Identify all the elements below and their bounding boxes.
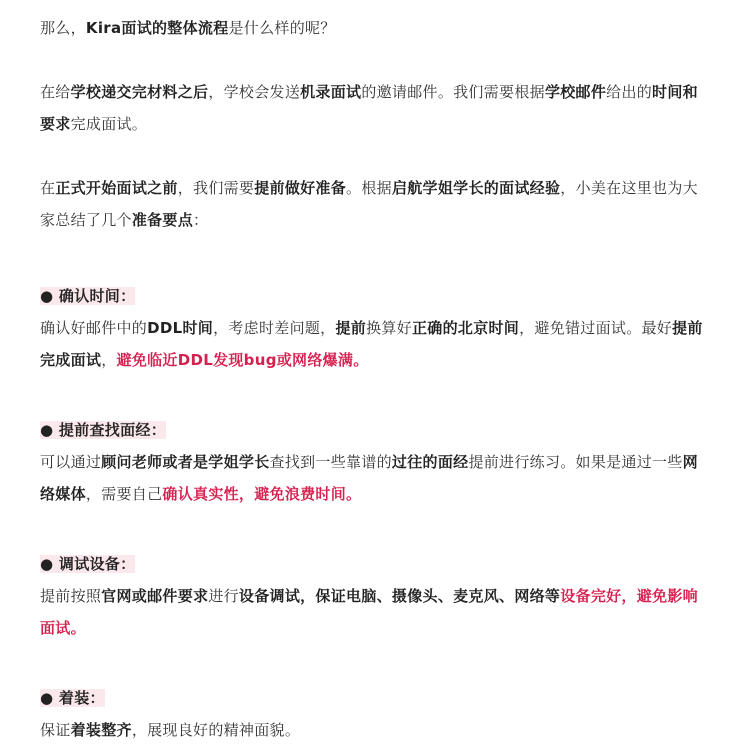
section-heading-find-experience (40, 414, 710, 446)
section-heading-text: ● 着装： (40, 689, 105, 707)
intro-text-end: 是什么样的呢？ (228, 19, 336, 37)
section-heading-text: ● 调试设备： (40, 555, 136, 573)
s2-text-3: 提前进行练习。如果是通过一些 (468, 453, 683, 471)
intro-bold: Kira面试的整体流程 (85, 19, 229, 37)
s4-text-1: 保证 (40, 721, 71, 739)
section-heading-text: ● 确认时间： (40, 287, 136, 305)
para1-bold-2: 机录面试 (300, 83, 362, 101)
s2-bold-1: 顾问老师或者是学姐学长 (101, 453, 270, 471)
s1-bold-4: 提前完成面试 (40, 319, 703, 369)
article-body (40, 0, 710, 746)
para2-text-4: ，小美在这里也为大家总结了几个 (40, 179, 698, 229)
section-body-find-experience (40, 446, 710, 510)
paragraph-after-submission (40, 76, 710, 140)
s2-text-1: 可以通过 (40, 453, 102, 471)
s1-text-4: ，避免错过面试。最好 (519, 319, 673, 337)
para1-text-1: 在给 (40, 83, 71, 101)
para2-text-1: 在 (40, 179, 56, 197)
para1-bold-4: 时间和要求 (40, 83, 698, 133)
para2-bold-3: 启航学姐学长的面试经验 (391, 179, 561, 197)
intro-paragraph (40, 12, 710, 44)
para1-bold-3: 学校邮件 (544, 83, 607, 101)
s1-bold-3: 正确的北京时间 (412, 319, 520, 337)
para1-text-5: 完成面试。 (70, 115, 148, 133)
s2-text-2: 查找到一些靠谱的 (269, 453, 392, 471)
s4-text-2: ，展现良好的精神面貌。 (131, 721, 301, 739)
s1-text-2: ，考虑时差问题， (213, 319, 336, 337)
s3-text-2: 进行 (208, 587, 239, 605)
para1-text-4: 给出的 (606, 83, 653, 101)
section-body-attire (40, 714, 710, 746)
section-heading-confirm-time (40, 280, 710, 312)
s1-bold-2: 提前 (335, 319, 367, 337)
para1-text-2: ，学校会发送 (208, 83, 301, 101)
para2-text-3: 。根据 (346, 179, 392, 197)
s3-text-1: 提前按照 (40, 587, 102, 605)
s2-bold-2: 过往的面经 (391, 453, 469, 471)
para1-bold-1: 学校递交完材料之后 (70, 83, 209, 101)
s2-bold-3: 网络媒体 (40, 453, 698, 503)
para2-text-2: ，我们需要 (177, 179, 255, 197)
section-body-confirm-time (40, 312, 710, 376)
intro-text: 那么， (40, 19, 86, 37)
s2-red-emphasis: 确认真实性，避免浪费时间。 (162, 485, 362, 503)
s1-text-3: 换算好 (366, 319, 412, 337)
s3-bold-1: 官网或邮件要求 (101, 587, 209, 605)
para1-text-3: 的邀请邮件。我们需要根据 (361, 83, 545, 101)
s3-red-emphasis: 设备完好，避免影响面试。 (40, 587, 698, 637)
s1-bold-1: DDL时间 (147, 319, 214, 337)
section-heading-test-devices (40, 548, 710, 580)
para2-bold-2: 提前做好准备 (254, 179, 347, 197)
s1-red-emphasis: 避免临近DDL发现bug或网络爆满。 (116, 351, 369, 369)
para2-bold-1: 正式开始面试之前 (55, 179, 178, 197)
s1-text-5: ， (101, 351, 117, 369)
s4-bold-1: 着装整齐 (70, 721, 132, 739)
section-heading-attire (40, 682, 710, 714)
s3-bold-2: 设备调试，保证电脑、摄像头、麦克风、网络等 (238, 587, 561, 605)
s2-text-4: ，需要自己 (85, 485, 163, 503)
section-heading-text: ● 提前查找面经： (40, 421, 167, 439)
s1-text-1: 确认好邮件中的 (40, 319, 148, 337)
para2-text-5: ： (193, 211, 209, 229)
para2-bold-4: 准备要点 (131, 211, 194, 229)
paragraph-before-interview (40, 172, 710, 236)
section-body-test-devices (40, 580, 710, 644)
